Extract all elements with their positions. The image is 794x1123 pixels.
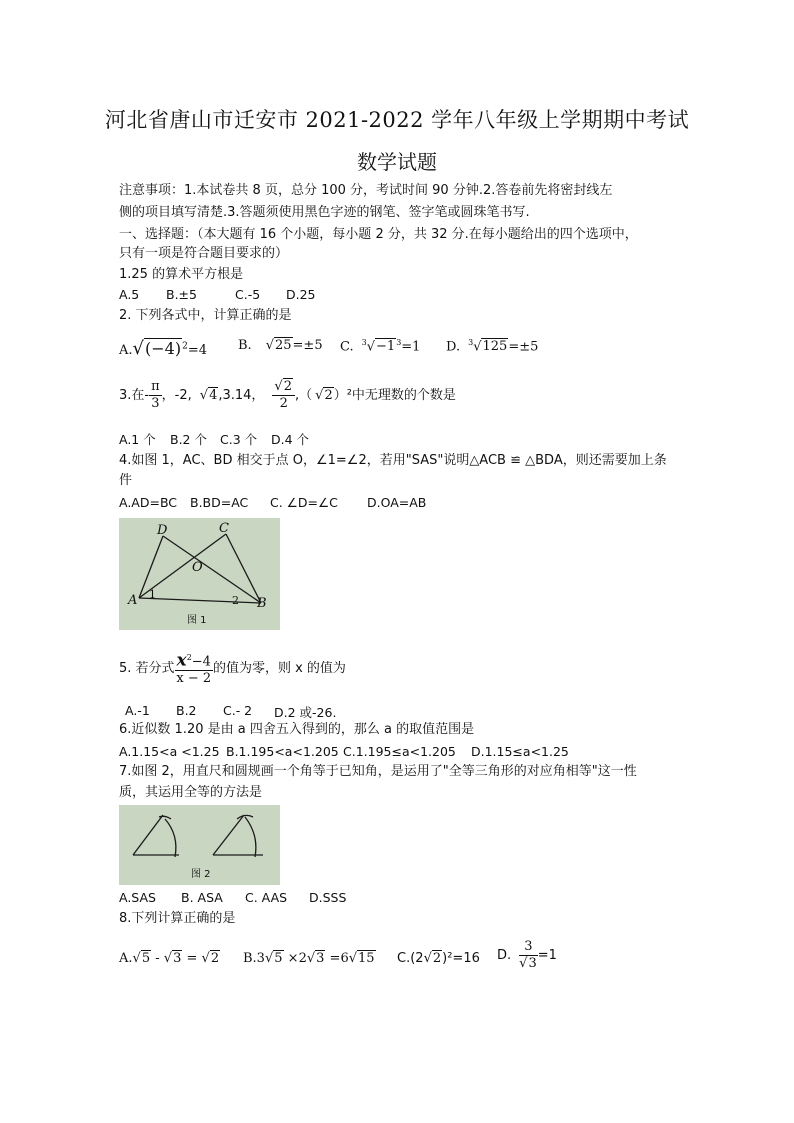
q3-sqrt2-fraction: $\frac{√2}{2}$ <box>272 379 295 412</box>
q1-option-d: D.25 <box>286 287 316 302</box>
figure-1-caption: 图 1 <box>187 615 207 626</box>
q2-b-label: B. <box>238 338 252 353</box>
q3-option-b: B.2 个 <box>170 432 207 447</box>
figure-1-diagram <box>119 518 280 630</box>
q5-option-d: D.2 或-26. <box>274 705 337 720</box>
q4-stem-line-2: 件 <box>119 473 133 488</box>
fig1-label-angle-1: 1 <box>149 588 156 601</box>
fig1-label-a: A <box>128 593 138 608</box>
q5-option-a: A.-1 <box>125 703 150 718</box>
q6-option-d: D.1.15≤a<1.25 <box>471 744 569 759</box>
q8-b-radicand-2: 3 <box>316 951 325 966</box>
q3-sqrt4: 4 <box>209 388 218 403</box>
q8-c-radicand: 2 <box>432 951 442 966</box>
q8-c-text: C.(2 <box>397 951 424 966</box>
q2-c-index: 3 <box>361 338 367 347</box>
fig1-label-c: C <box>219 521 229 536</box>
q2-b-radicand: 25 <box>274 338 292 353</box>
q6-option-a: A.1.15<a <1.25 <box>119 744 220 759</box>
q7-stem-line-2: 质，其运用全等的方法是 <box>119 785 263 800</box>
q8-option-d <box>497 939 557 972</box>
q8-a-equals: = <box>182 951 202 966</box>
q5-denominator: x − 2 <box>176 671 212 687</box>
q4-option-b: B.BD=AC <box>190 495 249 510</box>
q3-tail: ）²中无理数的个数是 <box>333 388 456 403</box>
q2-a-radicand: (−4) <box>145 339 182 358</box>
q5-suffix: 的值为零，则 x 的值为 <box>212 661 346 677</box>
q3-fraction-denominator: 2 <box>279 396 288 411</box>
q5-prefix: 5. 若分式 <box>119 661 175 677</box>
q8-a-minus: - <box>151 951 164 966</box>
q7-option-a: A.SAS <box>119 890 156 905</box>
q3-pi-fraction <box>149 379 162 412</box>
q7-option-b: B. ASA <box>181 890 223 905</box>
q2-c-exponent: 3 <box>396 338 402 347</box>
q7-option-c: C. AAS <box>245 890 288 905</box>
q8-b-equals: =6 <box>325 951 349 966</box>
q2-stem: 2. 下列各式中，计算正确的是 <box>119 308 292 323</box>
q8-a-radicand-2: 3 <box>173 951 182 966</box>
q8-d-label: D. <box>497 948 512 963</box>
q8-b-radicand-1: 5 <box>274 951 283 966</box>
q8-d-numerator: 3 <box>519 939 538 956</box>
fig1-label-d: D <box>157 523 168 538</box>
q6-stem: 6.近似数 1.20 是由 a 四舍五入得到的，那么 a 的取值范围是 <box>119 722 475 737</box>
q7-option-d: D.SSS <box>309 890 347 905</box>
q8-d-result: =1 <box>537 948 557 963</box>
q2-d-result: =±5 <box>508 339 539 355</box>
q6-option-b: B.1.195<a<1.205 <box>226 744 339 759</box>
q8-option-a: A.√5 - √3 = √2 <box>119 951 220 966</box>
q2-d-radicand: 125 <box>482 339 508 355</box>
fig1-label-angle-2: 2 <box>232 594 239 607</box>
q7-stem-line-1: 7.如图 2，用直尺和圆规画一个角等于已知角，是运用了"全等三角形的对应角相等"这一性 <box>119 764 637 779</box>
q2-d-label: D. <box>446 339 461 355</box>
q4-option-c: C. ∠D=∠C <box>270 495 338 510</box>
q2-a-label: A. <box>119 343 133 358</box>
q8-a-radicand-1: 5 <box>141 951 151 966</box>
q2-c-label: C. <box>340 339 354 355</box>
q2-d-index: 3 <box>468 338 474 347</box>
q1-option-a: A.5 <box>119 287 140 302</box>
q5-numerator-x: x <box>176 650 187 671</box>
q6-option-c: C.1.195≤a<1.205 <box>343 744 456 759</box>
q8-c-tail: )²=16 <box>442 951 480 966</box>
fig1-label-o: O <box>192 560 203 575</box>
q8-option-c: C.(2√2)²=16 <box>397 951 480 966</box>
q3-pi-numerator: π <box>151 379 160 394</box>
q3-pi-denominator: 3 <box>151 396 160 411</box>
q5-option-b: B.2 <box>176 703 197 718</box>
q3-after-sqrt4: ,3.14， <box>218 388 265 403</box>
q8-d-denominator: 3 <box>528 956 537 971</box>
q3-option-c: C.3 个 <box>220 432 258 447</box>
q5-stem <box>119 650 346 687</box>
q8-b-times: ×2 <box>283 951 307 966</box>
figure-2-caption: 图 2 <box>191 869 211 880</box>
q2-c-result: =1 <box>401 339 421 355</box>
figure-2-diagram <box>119 805 280 885</box>
q8-b-label: B.3 <box>243 951 265 966</box>
q3-fraction-numerator: 2 <box>283 379 292 394</box>
page-subtitle: 数学试题 <box>357 150 437 174</box>
q4-option-a: A.AD=BC <box>119 495 178 510</box>
q5-option-c: C.- 2 <box>223 703 253 718</box>
q2-b-result: =±5 <box>292 338 323 353</box>
section-heading-1: 一、选择题：（本大题有 16 个小题，每小题 2 分，共 32 分.在每小题给出的四个选项中， <box>119 227 638 242</box>
q8-a-label: A. <box>119 951 133 966</box>
q1-option-b: B.±5 <box>166 287 197 302</box>
q1-stem: 1.25 的算术平方根是 <box>119 267 244 282</box>
q2-a-exponent: 2 <box>182 341 188 352</box>
q3-prefix: 3.在- <box>119 388 150 403</box>
q2-option-b: B. √25=±5 <box>238 338 323 353</box>
q2-option-d: D. $^3$√125=±5 <box>446 338 539 355</box>
q2-c-radicand: −1 <box>376 339 396 355</box>
q3-option-a: A.1 个 <box>119 432 156 447</box>
q3-tail-open: ,（ <box>295 388 313 403</box>
q3-stem: 3.在- $\frac{\pi}{3}$ ，-2, √4,3.14， $\frac{√2}{2}$ ,（ √2）²中无理数的个数是 <box>119 379 456 411</box>
q8-stem: 8.下列计算正确的是 <box>119 911 236 926</box>
q5-numerator-rest: −4 <box>191 654 211 670</box>
figure-2 <box>119 805 280 885</box>
q3-mid: ，-2, <box>161 388 192 403</box>
q5-numerator-exponent: 2 <box>186 653 192 662</box>
notice-line-1: 注意事项：1.本试卷共 8 页，总分 100 分，考试时间 90 分钟.2.答卷前先将密封线左 <box>119 183 613 198</box>
section-heading-2: 只有一项是符合题目要求的） <box>119 246 289 261</box>
fig1-label-b: B <box>257 596 267 611</box>
q8-option-b: B.3√5 ×2√3 =6√15 <box>243 951 375 966</box>
q2-a-result: =4 <box>187 343 207 358</box>
notice-line-2: 侧的项目填写清楚.3.答题须使用黑色字迹的钢笔、签字笔或圆珠笔书写. <box>119 205 530 220</box>
q8-b-radicand-3: 15 <box>358 951 375 966</box>
q1-option-c: C.-5 <box>235 287 261 302</box>
page-title: 河北省唐山市迁安市 2021-2022 学年八年级上学期期中考试 <box>104 108 690 132</box>
q5-fraction <box>175 650 213 687</box>
figure-1 <box>119 518 280 630</box>
q2-option-c: C. $^3√-1^3=1$ <box>340 338 421 355</box>
q3-sqrt2: 2 <box>324 388 333 403</box>
q3-option-d: D.4 个 <box>271 432 310 447</box>
q8-d-fraction: $\frac{3}{√3}$ <box>519 939 537 971</box>
q8-a-radicand-3: 2 <box>210 951 220 966</box>
q2-option-a: $A.√(-4)^2=4$ <box>119 338 207 359</box>
q4-option-d: D.OA=AB <box>367 495 427 510</box>
q4-stem-line-1: 4.如图 1，AC、BD 相交于点 O，∠1=∠2，若用"SAS"说明△ACB ≌ △BDA，则还需要加上条 <box>119 453 667 468</box>
